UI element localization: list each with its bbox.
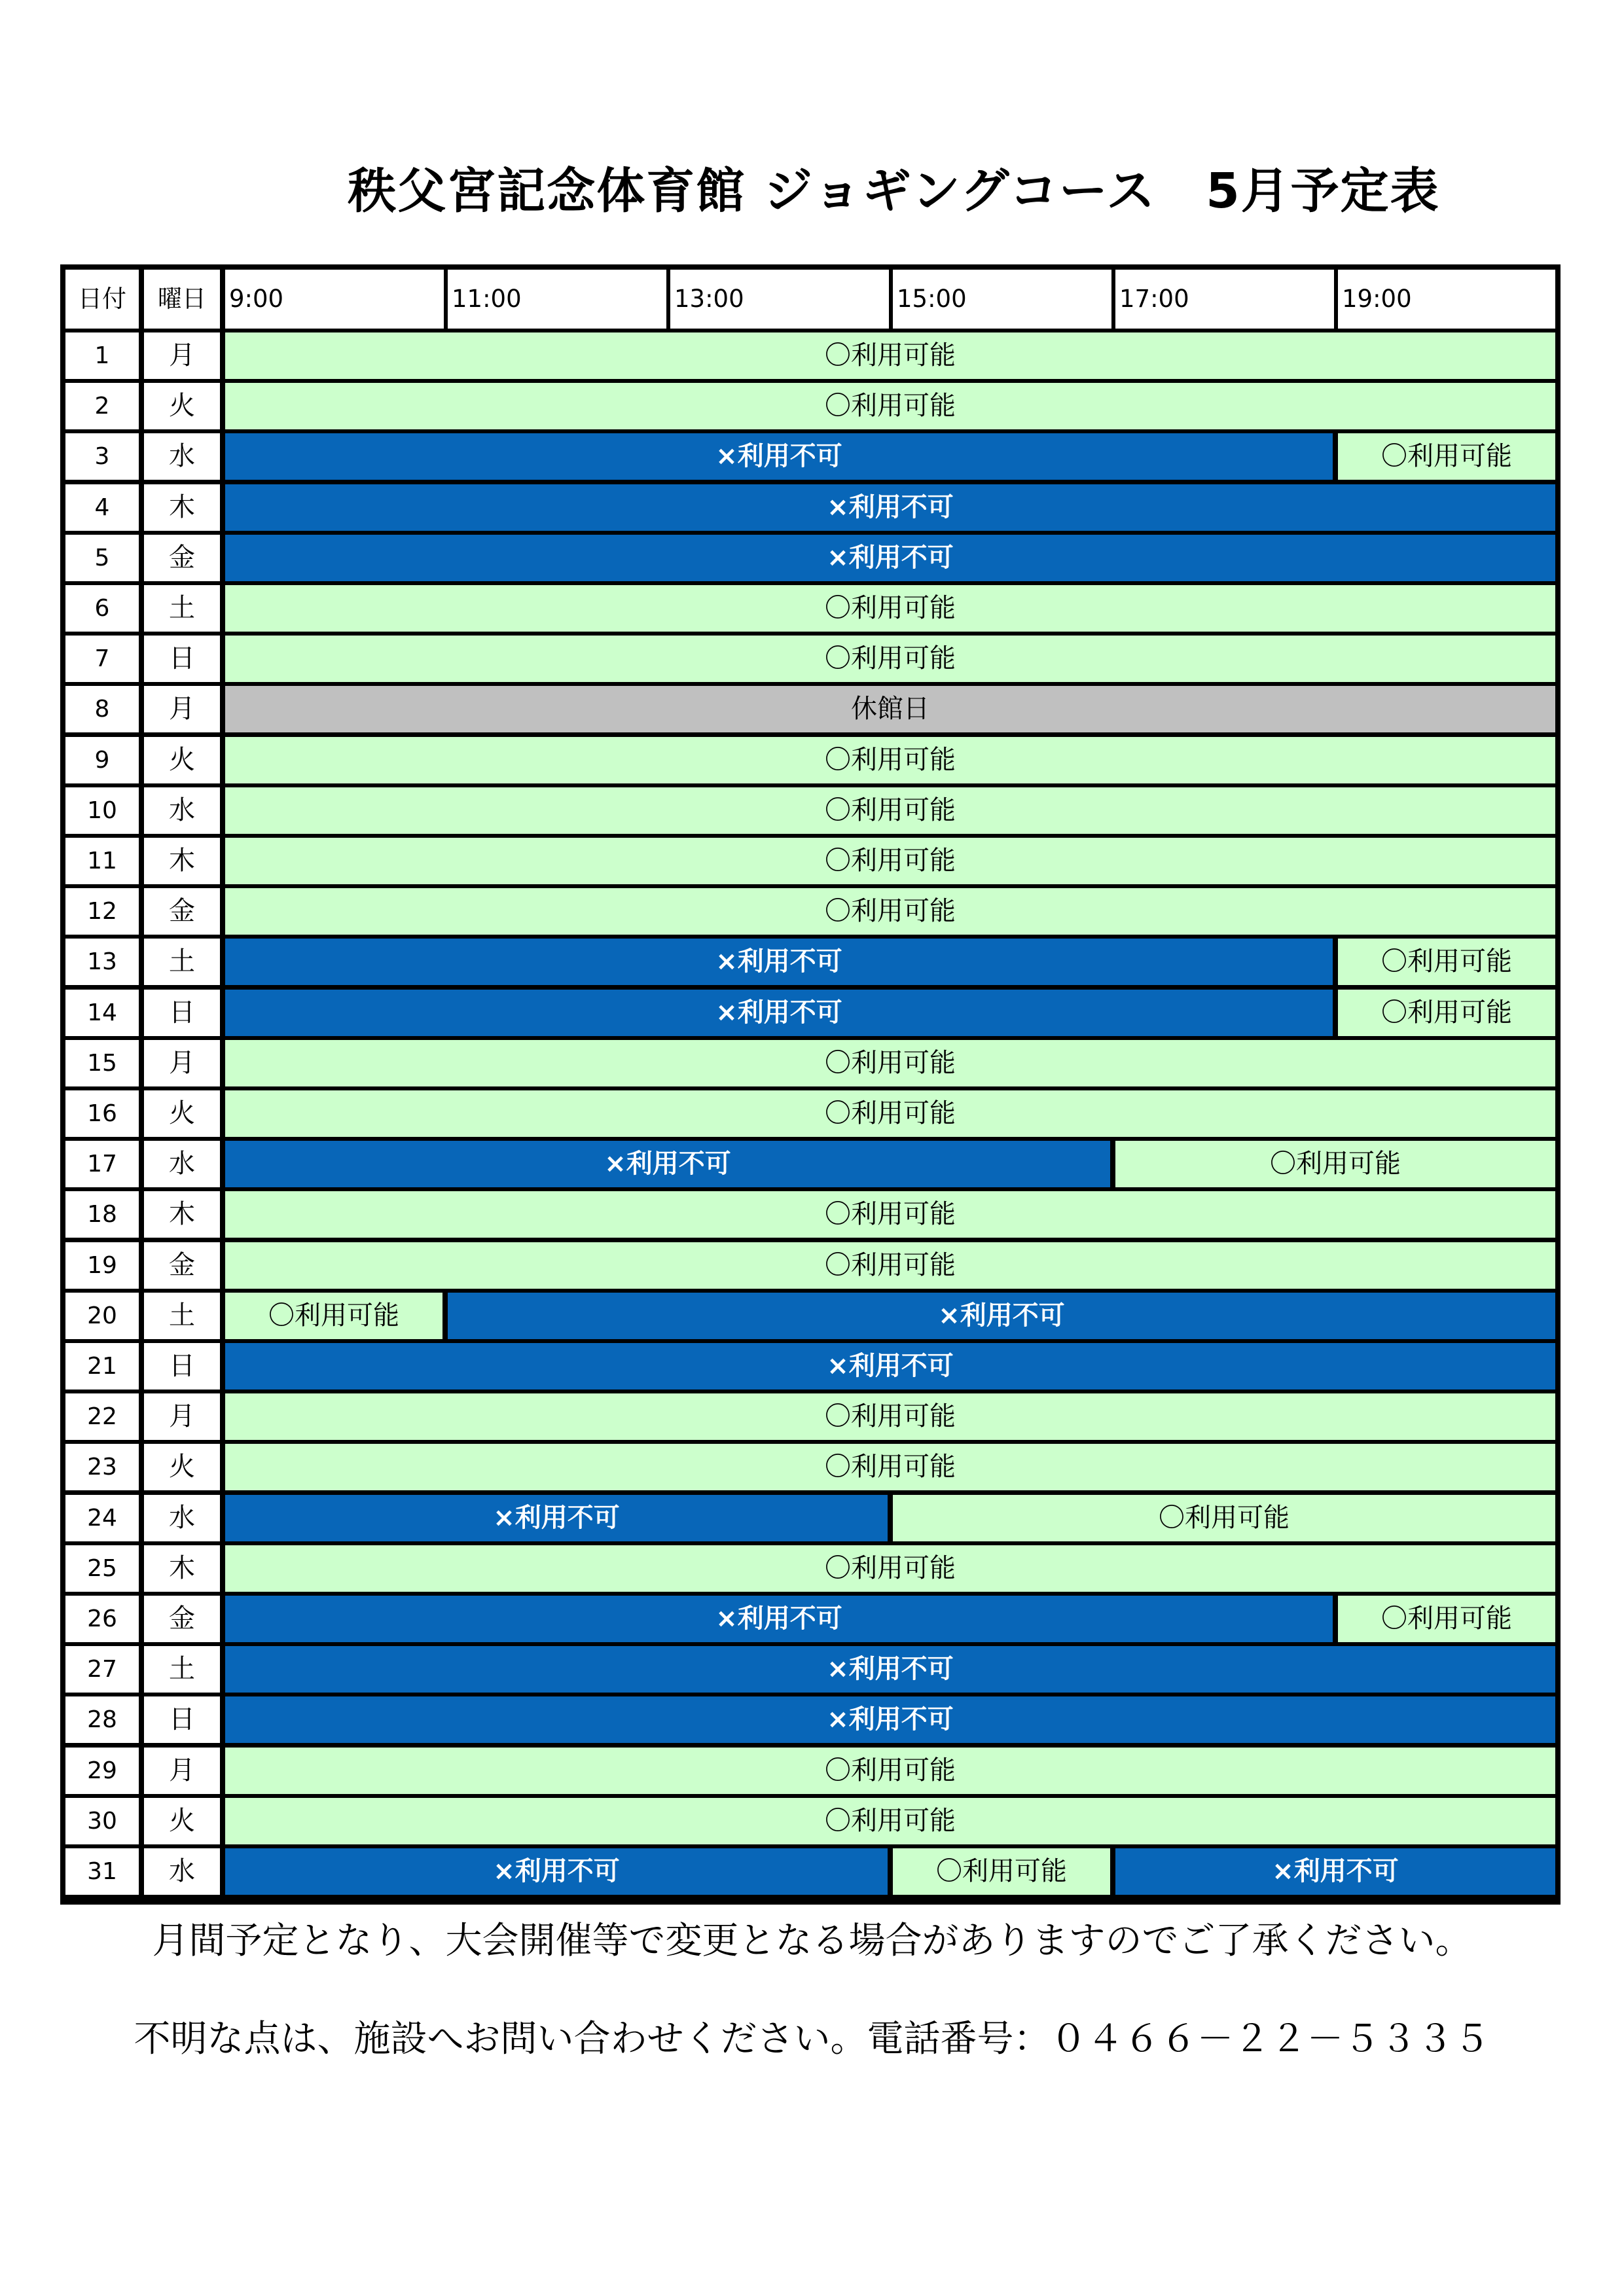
day-weekday: 火	[144, 1444, 220, 1490]
day-weekday: 水	[144, 1848, 220, 1895]
day-date: 21	[65, 1343, 139, 1390]
day-date: 17	[65, 1141, 139, 1187]
slot-available: 〇利用可能	[225, 787, 1555, 834]
day-weekday: 月	[144, 1393, 220, 1440]
day-date: 1	[65, 332, 139, 379]
day-weekday: 水	[144, 1495, 220, 1541]
slot-available: 〇利用可能	[225, 585, 1555, 632]
slot-unavailable: ×利用不可	[225, 1696, 1555, 1743]
slot-unavailable: ×利用不可	[225, 484, 1555, 531]
day-weekday: 金	[144, 535, 220, 581]
day-weekday: 土	[144, 1646, 220, 1693]
slot-available: 〇利用可能	[893, 1848, 1110, 1895]
day-date: 20	[65, 1293, 139, 1339]
slot-available: 〇利用可能	[225, 1040, 1555, 1086]
slot-available: 〇利用可能	[1115, 1141, 1555, 1187]
day-date: 30	[65, 1798, 139, 1844]
header-time: 13:00	[670, 270, 889, 329]
day-weekday: 月	[144, 686, 220, 732]
day-date: 8	[65, 686, 139, 732]
day-date: 27	[65, 1646, 139, 1693]
slot-unavailable: ×利用不可	[225, 433, 1333, 480]
day-weekday: 土	[144, 1293, 220, 1339]
header-time: 11:00	[448, 270, 666, 329]
header-weekday: 曜日	[144, 270, 220, 329]
day-weekday: 火	[144, 383, 220, 429]
slot-available: 〇利用可能	[225, 1748, 1555, 1794]
slot-available: 〇利用可能	[225, 1242, 1555, 1289]
day-weekday: 金	[144, 888, 220, 935]
day-date: 10	[65, 787, 139, 834]
day-date: 25	[65, 1545, 139, 1592]
slot-available: 〇利用可能	[225, 1293, 442, 1339]
day-weekday: 月	[144, 1748, 220, 1794]
day-weekday: 土	[144, 585, 220, 632]
header-time: 15:00	[893, 270, 1111, 329]
slot-available: 〇利用可能	[225, 1444, 1555, 1490]
day-date: 24	[65, 1495, 139, 1541]
header-time: 17:00	[1115, 270, 1334, 329]
day-weekday: 水	[144, 787, 220, 834]
day-weekday: 土	[144, 939, 220, 985]
slot-unavailable: ×利用不可	[225, 535, 1555, 581]
slot-unavailable: ×利用不可	[225, 1495, 888, 1541]
slot-closed: 休館日	[225, 686, 1555, 732]
slot-available: 〇利用可能	[1338, 433, 1555, 480]
day-weekday: 木	[144, 1191, 220, 1238]
slot-unavailable: ×利用不可	[1115, 1848, 1555, 1895]
day-date: 7	[65, 636, 139, 682]
day-weekday: 木	[144, 484, 220, 531]
day-weekday: 日	[144, 990, 220, 1036]
slot-unavailable: ×利用不可	[225, 990, 1333, 1036]
day-weekday: 日	[144, 1696, 220, 1743]
day-weekday: 火	[144, 1798, 220, 1844]
day-date: 13	[65, 939, 139, 985]
slot-unavailable: ×利用不可	[225, 1646, 1555, 1693]
slot-available: 〇利用可能	[1338, 1596, 1555, 1642]
slot-unavailable: ×利用不可	[225, 1343, 1555, 1390]
day-date: 28	[65, 1696, 139, 1743]
day-date: 15	[65, 1040, 139, 1086]
day-weekday: 水	[144, 433, 220, 480]
day-date: 3	[65, 433, 139, 480]
slot-available: 〇利用可能	[1338, 939, 1555, 985]
slot-available: 〇利用可能	[225, 1393, 1555, 1440]
slot-available: 〇利用可能	[225, 636, 1555, 682]
slot-available: 〇利用可能	[225, 1545, 1555, 1592]
day-weekday: 木	[144, 838, 220, 884]
day-date: 5	[65, 535, 139, 581]
day-weekday: 日	[144, 1343, 220, 1390]
day-date: 26	[65, 1596, 139, 1642]
day-date: 12	[65, 888, 139, 935]
day-weekday: 月	[144, 332, 220, 379]
day-date: 23	[65, 1444, 139, 1490]
slot-unavailable: ×利用不可	[448, 1293, 1555, 1339]
day-date: 9	[65, 737, 139, 783]
day-date: 14	[65, 990, 139, 1036]
day-date: 4	[65, 484, 139, 531]
slot-unavailable: ×利用不可	[225, 1596, 1333, 1642]
day-weekday: 木	[144, 1545, 220, 1592]
slot-available: 〇利用可能	[1338, 990, 1555, 1036]
header-date: 日付	[65, 270, 139, 329]
note-contact: 不明な点は、施設へお問い合わせください。電話番号：０４６６－２２－５３３５	[134, 2018, 1490, 2060]
day-weekday: 水	[144, 1141, 220, 1187]
day-weekday: 金	[144, 1242, 220, 1289]
slot-available: 〇利用可能	[225, 838, 1555, 884]
day-weekday: 日	[144, 636, 220, 682]
slot-available: 〇利用可能	[893, 1495, 1555, 1541]
slot-unavailable: ×利用不可	[225, 1141, 1110, 1187]
day-date: 22	[65, 1393, 139, 1440]
day-date: 6	[65, 585, 139, 632]
day-weekday: 火	[144, 737, 220, 783]
day-date: 18	[65, 1191, 139, 1238]
slot-unavailable: ×利用不可	[225, 1848, 888, 1895]
slot-unavailable: ×利用不可	[225, 939, 1333, 985]
day-weekday: 金	[144, 1596, 220, 1642]
schedule-table	[60, 264, 1561, 1905]
day-date: 29	[65, 1748, 139, 1794]
note-schedule-change: 月間予定となり、大会開催等で変更となる場合がありますのでご了承ください。	[152, 1920, 1472, 1962]
day-date: 11	[65, 838, 139, 884]
slot-available: 〇利用可能	[225, 383, 1555, 429]
slot-available: 〇利用可能	[225, 1090, 1555, 1137]
day-date: 31	[65, 1848, 139, 1895]
day-date: 19	[65, 1242, 139, 1289]
day-date: 16	[65, 1090, 139, 1137]
slot-available: 〇利用可能	[225, 1191, 1555, 1238]
header-time: 19:00	[1338, 270, 1555, 329]
slot-available: 〇利用可能	[225, 888, 1555, 935]
page-title: 秩父宮記念体育館 ジョギングコース 5月予定表	[348, 163, 1440, 219]
header-time: 9:00	[225, 270, 444, 329]
slot-available: 〇利用可能	[225, 1798, 1555, 1844]
day-date: 2	[65, 383, 139, 429]
day-weekday: 月	[144, 1040, 220, 1086]
slot-available: 〇利用可能	[225, 737, 1555, 783]
slot-available: 〇利用可能	[225, 332, 1555, 379]
day-weekday: 火	[144, 1090, 220, 1137]
